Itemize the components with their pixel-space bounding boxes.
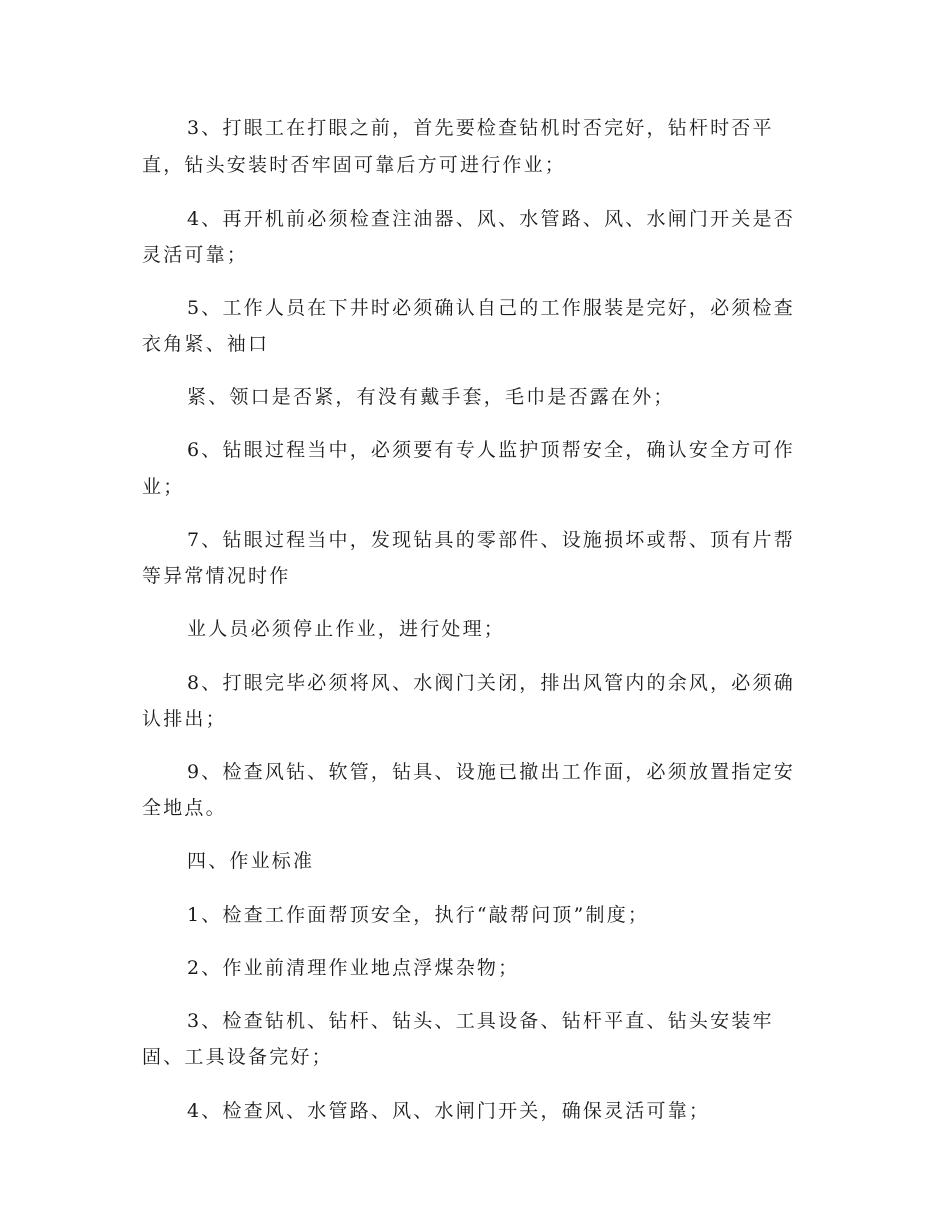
section-heading: 四、作业标准: [187, 850, 315, 872]
text-line: 固、工具设备完好；: [142, 1046, 333, 1068]
text-line: 3、检查钻机、钻杆、钻头、工具设备、钻杆平直、钻头安装牢: [187, 1010, 774, 1032]
text-line: 衣角紧、袖口: [142, 333, 270, 355]
text-line: 4、检查风、水管路、风、水闸门开关，确保灵活可靠；: [187, 1100, 711, 1122]
text-line: 6、钻眼过程当中，必须要有专人监护顶帮安全，确认安全方可作: [187, 439, 795, 461]
text-line: 灵活可靠；: [142, 244, 249, 266]
text-line: 3、打眼工在打眼之前，首先要检查钻机时否完好，钻杆时否平: [187, 117, 774, 139]
text-line: 1、检查工作面帮顶安全，执行“敲帮问顶”制度；: [187, 904, 650, 926]
text-line: 紧、领口是否紧，有没有戴手套，毛巾是否露在外；: [187, 386, 675, 408]
text-line: 直，钻头安装时否牢固可靠后方可进行作业；: [142, 154, 567, 176]
text-line: 4、再开机前必须检查注油器、风、水管路、风、水闸门开关是否: [187, 208, 795, 230]
text-line: 5、工作人员在下井时必须确认自己的工作服装是完好，必须检查: [187, 297, 795, 319]
text-line: 2、作业前清理作业地点浮煤杂物；: [187, 957, 520, 979]
text-line: 7、钻眼过程当中，发现钻具的零部件、设施损坏或帮、顶有片帮: [187, 529, 795, 551]
text-line: 认排出；: [142, 708, 227, 730]
text-line: 业；: [142, 476, 185, 498]
text-line: 全地点。: [142, 797, 227, 819]
text-line: 业人员必须停止作业，进行处理；: [187, 618, 506, 640]
text-line: 9、检查风钻、软管，钻具、设施已撤出工作面，必须放置指定安: [187, 761, 795, 783]
text-line: 8、打眼完毕必须将风、水阀门关闭，排出风管内的余风，必须确: [187, 672, 795, 694]
text-line: 等异常情况时作: [142, 565, 291, 587]
